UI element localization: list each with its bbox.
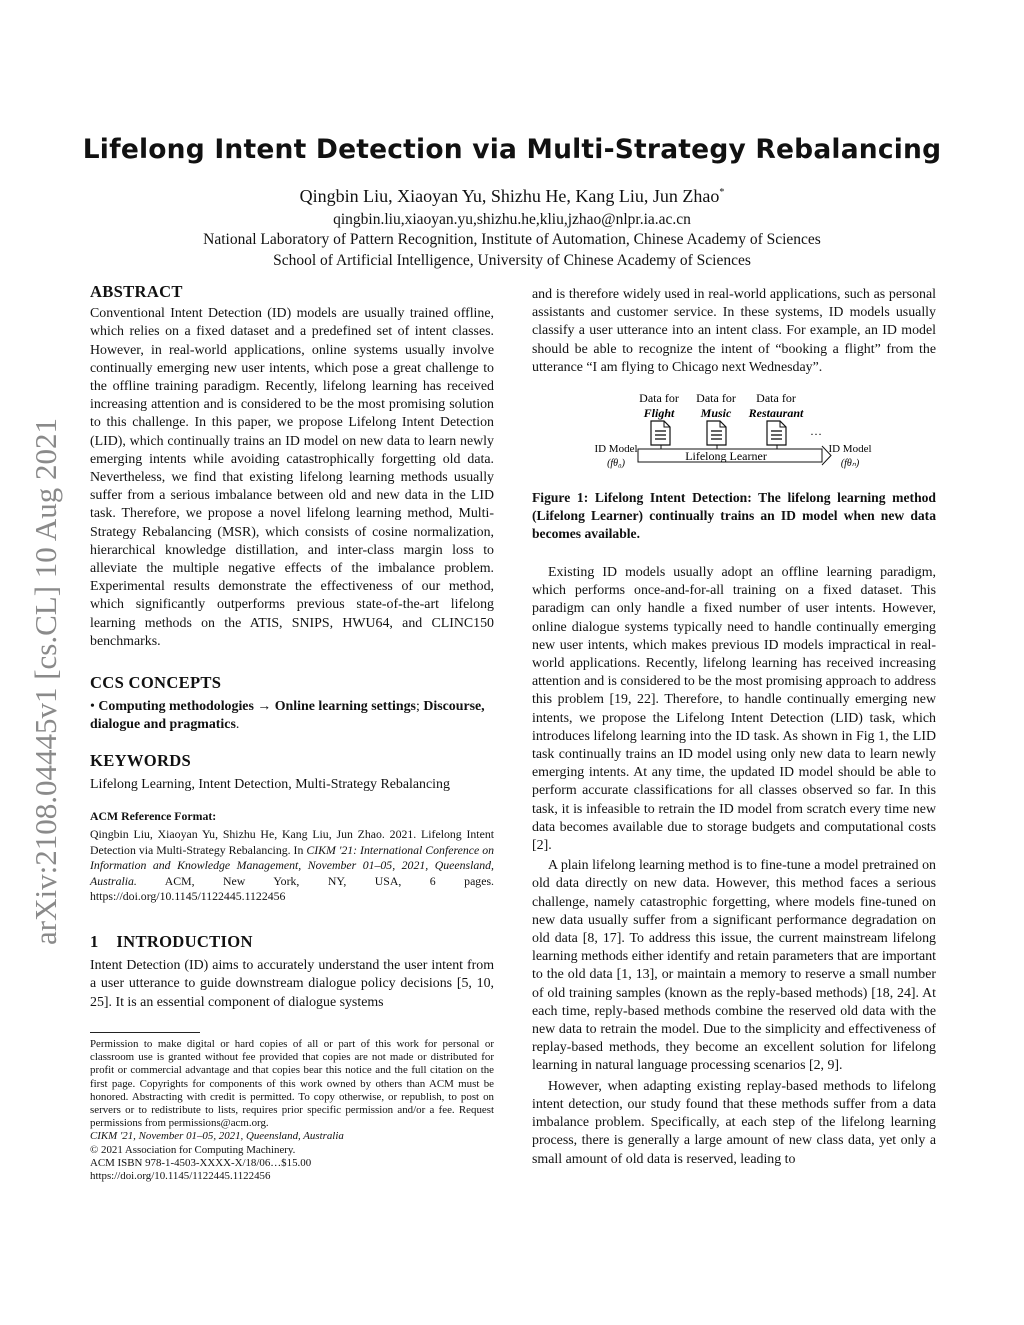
intro-paragraph-continued: and is therefore widely used in real-world applications, such as personal assistants and customer service. In these systems, ID models usually classify a user utterance into an intent class. For example, an ID model should be able to recognize the intent of “booking a flight” from the utterance “I am flying to Chicago next Wednesday”. bbox=[532, 287, 936, 375]
ccs-concept-1: Computing methodologies bbox=[98, 699, 254, 715]
ccs-concept-3: Discourse, dialogue and pragmatics bbox=[90, 699, 485, 733]
ccs-sep: ; bbox=[415, 699, 420, 715]
affiliation-1: National Laboratory of Pattern Recognition, Institute of Automation, Chinese Academy of Sciences bbox=[203, 231, 821, 248]
intro-paragraph-2: Existing ID models usually adopt an offline learning paradigm, which performs once-and-for-all training on a fixed dataset. This paradigm can only handle a fixed number of user intents. However, online dialogue systems typically need to handle continually emerging new user intents, which makes previous ID models impractical in real-world applications. Recently, lifelong learning has received increasing attention and is considered to be the most promising approach to address this problem [19, 22]. Therefore, to handle continually emerging new intents, we propose the Lifelong Intent Detection (LID) task, which introduces lifelong learning into the ID task. As shown in Fig 1, the LID task continually trains an ID model using only new data to learn newly emerging intents. At any time, the updated ID model should be able to perform accurate classifications for all classes observed so far. In this task, it is infeasible to retrain the ID model from scratch every time new data becomes available due to storage budgets and computational costs [2]. bbox=[532, 565, 936, 854]
acm-reference-text-2: ACM, New York, NY, USA, 6 pages. https://doi.org/10.1145/1122445.1122456 bbox=[90, 873, 494, 904]
figure-data-for-2: Data for bbox=[696, 391, 736, 405]
right-col-top bbox=[532, 286, 936, 377]
figure-learner-label: Lifelong Learner bbox=[685, 449, 767, 463]
ccs-heading: CCS CONCEPTS bbox=[90, 673, 222, 692]
keywords-heading: KEYWORDS bbox=[90, 751, 192, 770]
author-line bbox=[80, 186, 944, 207]
figure-1-caption: Figure 1: Lifelong Intent Detection: The lifelong learning method (Lifelong Learner) continually trains an ID model when new data becomes available. bbox=[532, 490, 936, 541]
arxiv-stamp bbox=[24, 355, 64, 955]
figure-task-flight: Flight bbox=[643, 406, 675, 420]
authors: Qingbin Liu, Xiaoyan Yu, Shizhu He, Kang Liu, Jun Zhao bbox=[299, 186, 720, 206]
acm-reference-text-1: Qingbin Liu, Xiaoyan Yu, Shizhu He, Kang Liu, Jun Zhao. 2021. Lifelong Intent Detection via Multi-Strategy Rebalancing. In bbox=[90, 827, 494, 857]
keywords-text: Lifelong Learning, Intent Detection, Multi-Strategy Rebalancing bbox=[90, 777, 450, 793]
ccs-text bbox=[90, 698, 494, 734]
acm-reference-text bbox=[90, 827, 494, 905]
abstract-text: Conventional Intent Detection (ID) models are usually trained offline, which relies on a fixed dataset and a predefined set of intent classes. However, in real-world applications, online systems usually involve continually emerging new user intents, which pose a great challenge to the offline training paradigm. Recently, lifelong learning has received increasing attention and is considered to be the most promising solution to this challenge. In this paper, we propose Lifelong Intent Detection (LID), which continually trains an ID model on new data to learn newly emerging intents while avoiding catastrophically forgetting old data. Nevertheless, we find that existing lifelong learning methods usually suffer from a serious imbalance between old and new data in the LID task. Therefore, we propose a novel lifelong learning method, Multi-Strategy Rebalancing (MSR), which consists of cosine normalization, hierarchical knowledge distillation, and inter-class margin loss to alleviate the multiple negative effects of the imbalance problem. Experimental results demonstrate the effectiveness of our method, which significantly outperforms previous state-of-the-art lifelong learning methods on the ATIS, SNIPS, HWU64, and CLINC150 benchmarks. bbox=[90, 306, 494, 649]
figure-data-for-1: Data for bbox=[639, 391, 679, 405]
keywords-section bbox=[90, 752, 494, 794]
figure-id-model-right: ID Model bbox=[828, 443, 872, 455]
paper-title: Lifelong Intent Detection via Multi-Strategy Rebalancing bbox=[82, 134, 942, 165]
figure-task-restaurant: Restaurant bbox=[748, 406, 804, 420]
intro-paragraph-4: However, when adapting existing replay-based methods to lifelong intent detection, our study found that these methods suffer from a data imbalance problem. Specifically, at each step of the lifelong learning process, there is generally a large amount of new class data, yet only a small amount of old data is reserved, leading to bbox=[532, 1078, 936, 1167]
introduction-section bbox=[90, 933, 494, 1012]
abstract-section bbox=[90, 283, 494, 651]
right-col-body bbox=[532, 564, 936, 1169]
figure-task-music: Music bbox=[700, 406, 732, 420]
ccs-end: . bbox=[235, 717, 240, 733]
acm-reference-section bbox=[90, 807, 494, 905]
figure-ellipsis: … bbox=[810, 424, 822, 438]
abstract-heading: ABSTRACT bbox=[90, 282, 183, 301]
footnote-permission: Permission to make digital or hard copies of all or part of this work for personal or classroom use is granted without fee provided that copies are not made or distributed for profit or commercial advantage and that copies bear this notice and the full citation on the first page. Copyrights for components of this work owned by others than ACM must be honored. Abstracting with credit is permitted. To copy otherwise, or republish, to post on servers or to redistribute to lists, requires prior specific permission and/or a fee. Request permissions from permissions@acm.org. bbox=[90, 1038, 494, 1130]
footnote-isbn: ACM ISBN 978-1-4503-XXXX-X/18/06…$15.00 bbox=[90, 1156, 312, 1169]
acm-reference-label: ACM Reference Format: bbox=[90, 809, 217, 823]
footnote-copyright: © 2021 Association for Computing Machinery. bbox=[90, 1143, 296, 1156]
document-icon bbox=[651, 421, 670, 445]
ccs-arrow: → bbox=[257, 699, 272, 715]
footnote-conference: CIKM '21, November 01–05, 2021, Queensland, Australia bbox=[90, 1130, 344, 1143]
intro-paragraph-1: Intent Detection (ID) aims to accurately understand the user intent from a user utterance to guide downstream dialogue policy decisions [5, 10, 25]. It is an essential component of dialogue systems bbox=[90, 958, 494, 1010]
figure-theta-right: (fθₙ) bbox=[840, 458, 860, 469]
acm-reference-venue: CIKM '21: International Conference on Information and Knowledge Management, November 01–05, 2021, Queensland, Australia. bbox=[90, 842, 494, 888]
document-icon bbox=[707, 421, 726, 445]
affiliation-2: School of Artificial Intelligence, University of Chinese Academy of Sciences bbox=[273, 252, 751, 269]
document-icon bbox=[767, 421, 786, 445]
ccs-section bbox=[90, 674, 494, 735]
footnote-doi: https://doi.org/10.1145/1122445.1122456 bbox=[90, 1170, 271, 1183]
figure-1-diagram bbox=[532, 384, 936, 484]
intro-title: INTRODUCTION bbox=[116, 932, 253, 951]
figure-data-for-3: Data for bbox=[756, 391, 796, 405]
figure-id-model-left: ID Model bbox=[594, 443, 638, 455]
arxiv-stamp-text: arXiv:2108.04445v1 [cs.CL] 10 Aug 2021 bbox=[28, 418, 63, 945]
intro-paragraph-3: A plain lifelong learning method is to fine-tune a model pretrained on old data directly on new data. However, this method faces a serious challenge, namely catastrophic forgetting, where models fine-tuned on new data usually suffer from a significant performance degradation on old data [8, 17]. To address this issue, the current mainstream lifelong learning methods either identify and retain parameters that are important to the old data [1, 13], or maintain a memory to reserve a small number of old training samples (known as the reply-based methods) [18, 24]. At each time, reply-based methods combine the reserved old data with the new data to retrain the model. Due to the simplicity and effectiveness of replay-based methods, they become an excellent solution for lifelong learning in natural language processing scenarios [2, 9]. bbox=[532, 858, 936, 1074]
author-mark: * bbox=[719, 187, 725, 198]
intro-heading bbox=[90, 933, 494, 951]
figure-theta-left: (fθ₀) bbox=[607, 458, 625, 469]
author-emails: qingbin.liu,xiaoyan.yu,shizhu.he,kliu,jzhao@nlpr.ia.ac.cn bbox=[333, 211, 691, 228]
ccs-bullet: • bbox=[90, 699, 95, 715]
intro-number: 1 bbox=[90, 932, 99, 951]
footnote-rule bbox=[90, 1032, 200, 1033]
footnote-section bbox=[90, 1032, 494, 1183]
figure-1 bbox=[532, 384, 936, 484]
ccs-concept-2: Online learning settings bbox=[274, 699, 416, 715]
